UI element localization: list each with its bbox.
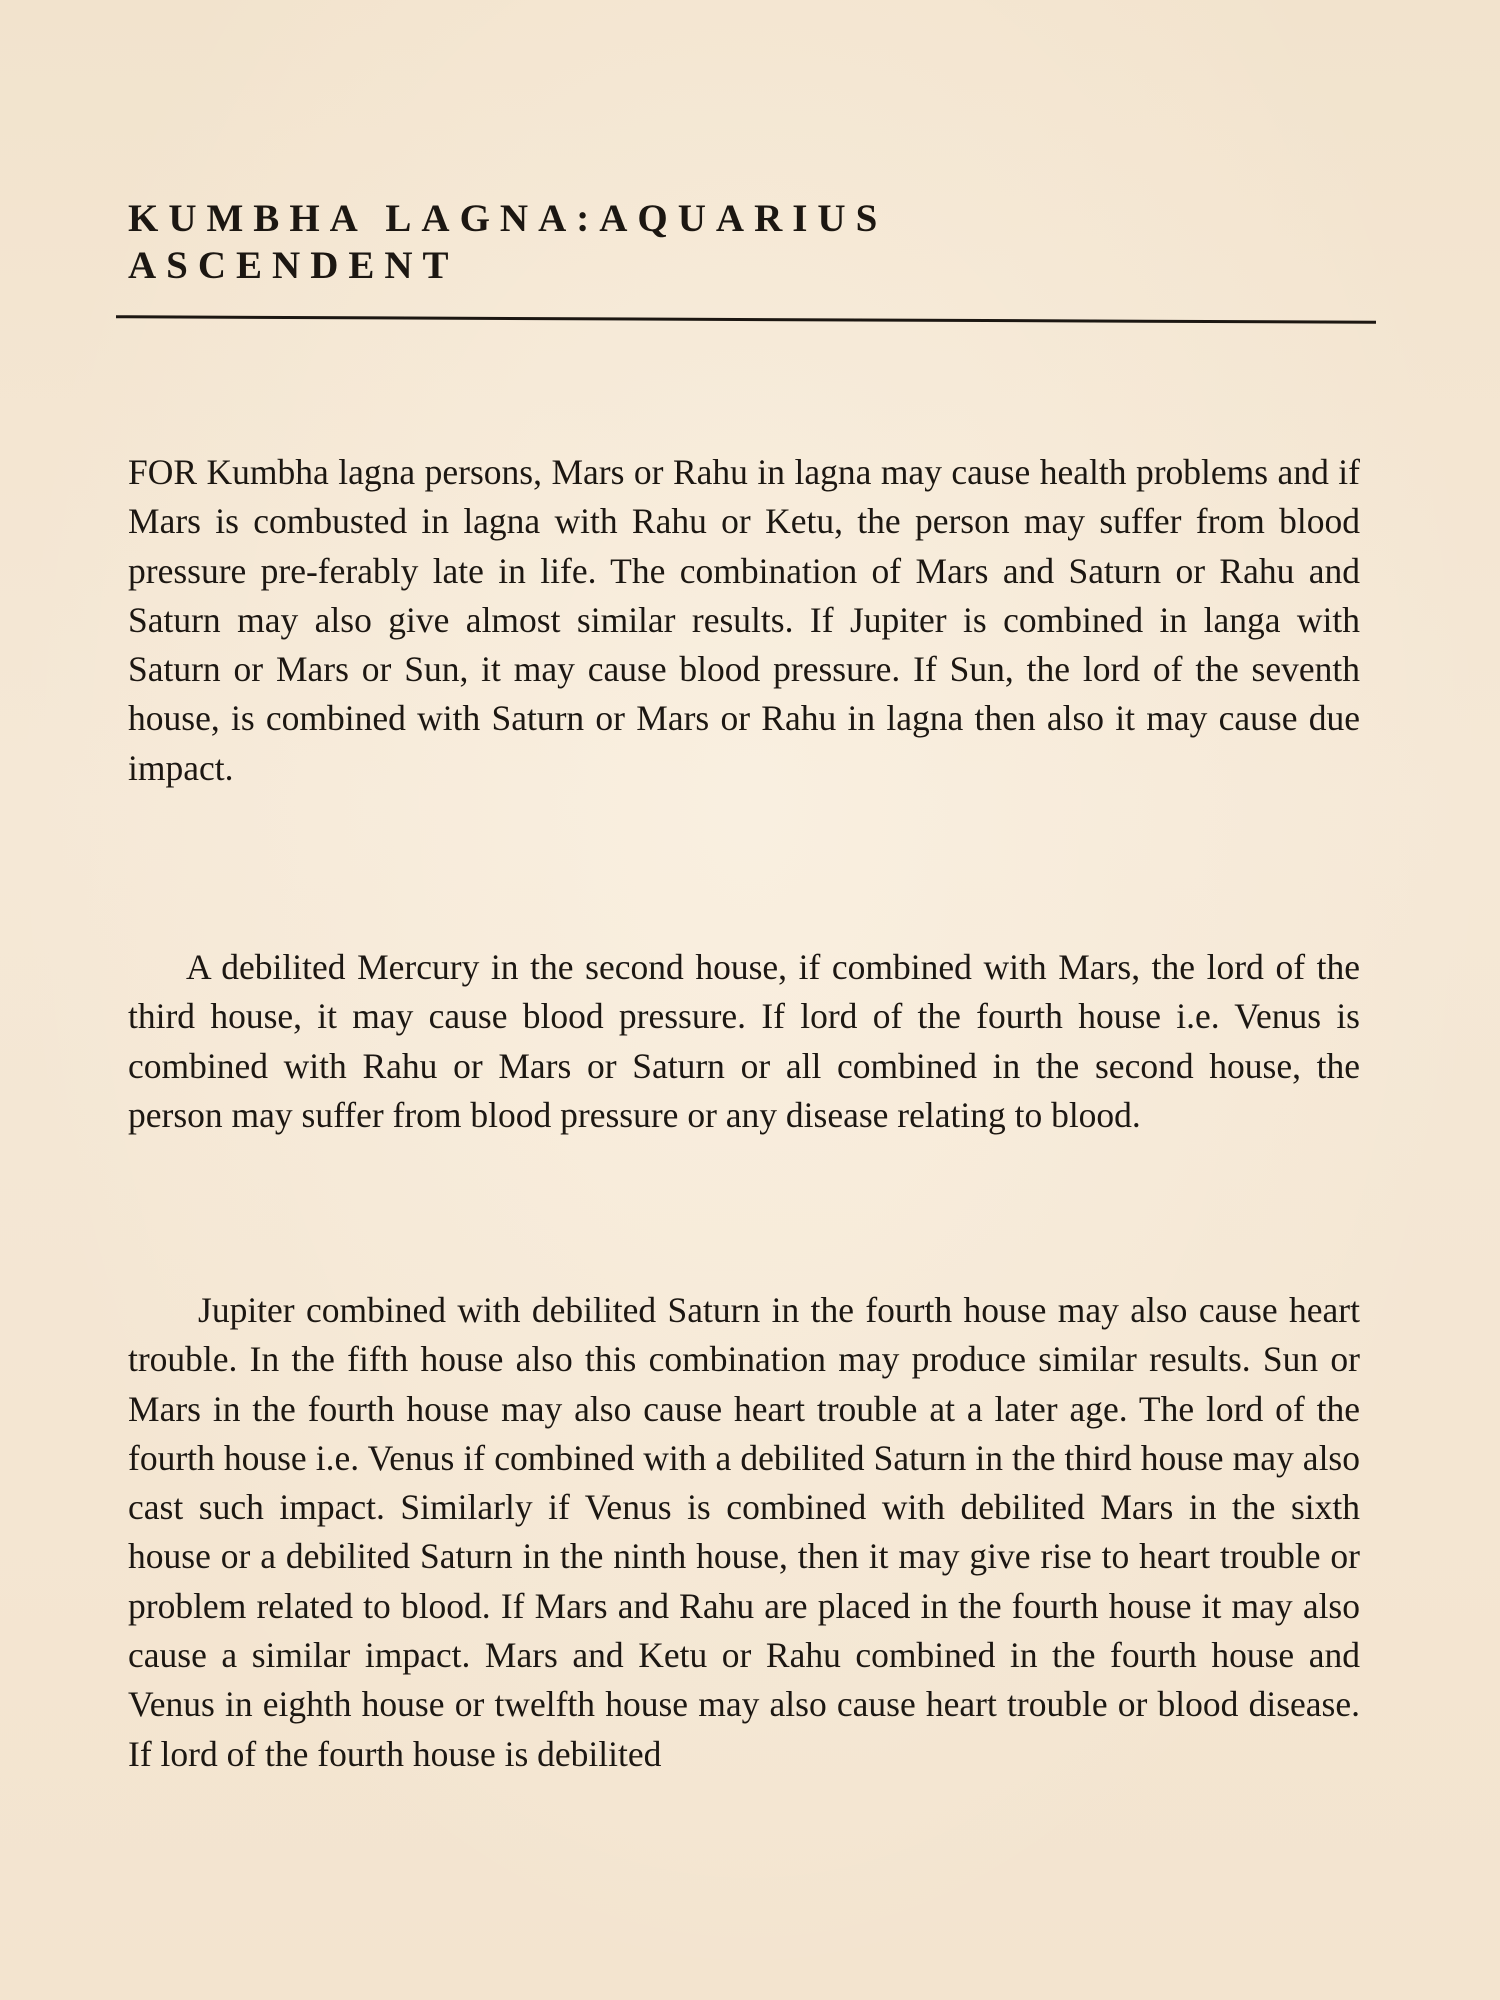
- chapter-heading-line-2: ASCENDENT: [128, 244, 459, 287]
- chapter-heading: [128, 195, 1378, 289]
- paragraph-2: A debilited Mercury in the second house, if combined with Mars, the lord of the third house, it may cause blood pressure. If lord of the fourth house i.e. Venus is combined with Rahu or Mars or Saturn or all combined in the second house, the person may suffer from blood pressure or any disease relating to blood.: [128, 947, 1360, 1135]
- paragraph-1: FOR Kumbha lagna persons, Mars or Rahu in lagna may cause health problems and if Mars is combusted in lagna with Rahu or Ketu, the person may suffer from blood pressure pre-ferably late in life. The combination of Mars and Saturn or Rahu and Saturn may also give almost similar results. If Jupiter is combined in langa with Saturn or Mars or Sun, it may cause blood pressure. If Sun, the lord of the seventh house, is combined with Saturn or Mars or Rahu in lagna then also it may cause due impact.: [128, 452, 1360, 788]
- paragraph-3: Jupiter combined with debilited Saturn in the fourth house may also cause heart trouble. In the fifth house also this combination may produce similar results. Sun or Mars in the fourth house may also cause heart trouble at a later age. The lord of the fourth house i.e. Venus if combined with a debilited Saturn in the third house may also cast such impact. Similarly if Venus is combined with debilited Mars in the sixth house or a debilited Saturn in the ninth house, then it may give rise to heart trouble or problem related to blood. If Mars and Rahu are placed in the fourth house it may also cause a similar impact. Mars and Ketu or Rahu combined in the fourth house and Venus in eighth house or twelfth house may also cause heart trouble or blood disease. If lord of the fourth house is debilited: [128, 1290, 1360, 1774]
- chapter-heading-line-1: KUMBHA LAGNA:AQUARIUS: [128, 197, 888, 240]
- heading-rule: [116, 315, 1376, 323]
